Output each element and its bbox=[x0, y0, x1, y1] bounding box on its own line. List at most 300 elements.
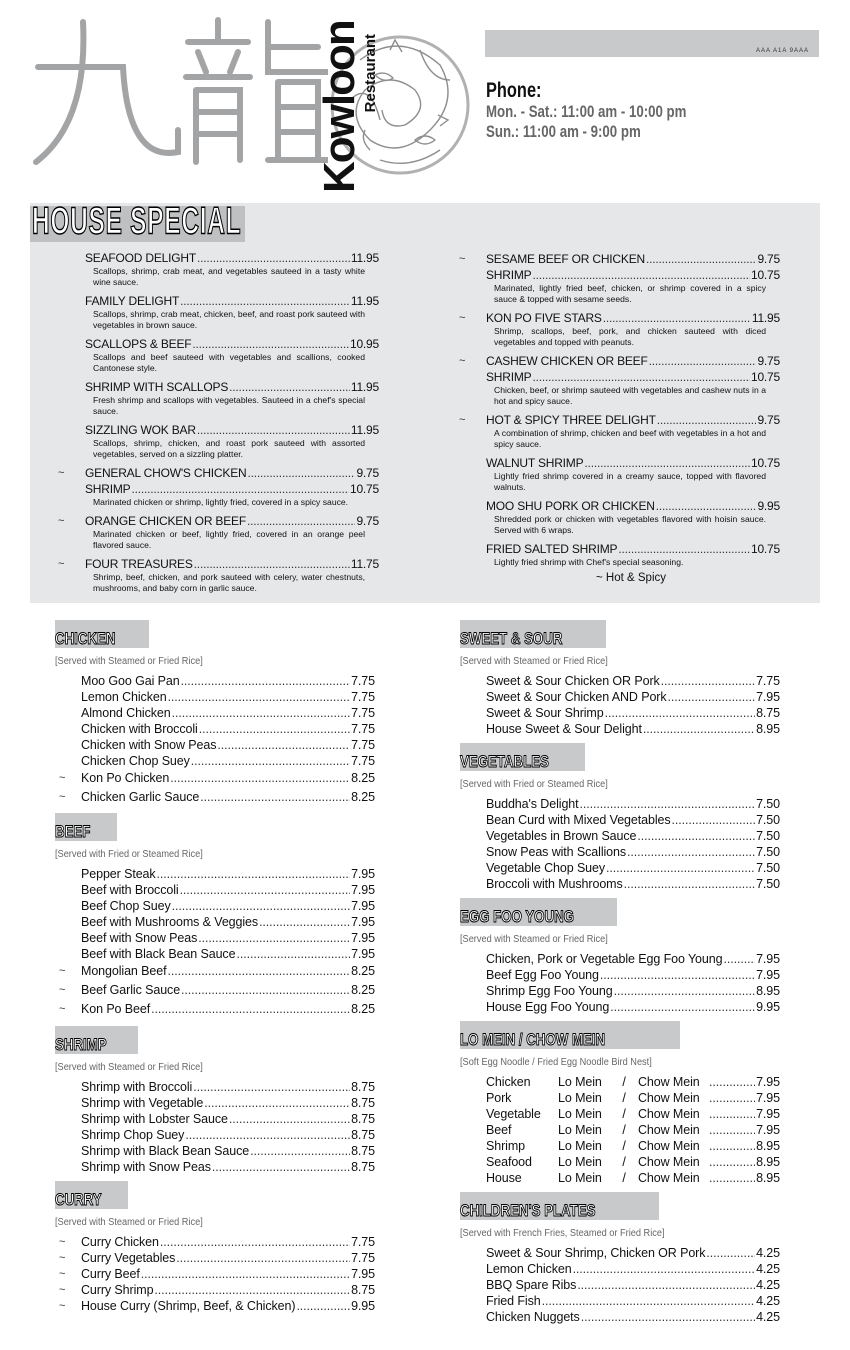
dot-leader bbox=[176, 1250, 350, 1266]
hot-spicy-icon: ~ bbox=[59, 1300, 66, 1312]
section-header bbox=[55, 1181, 128, 1209]
item-noodle-type: Chow Mein bbox=[638, 1091, 700, 1105]
menu-item bbox=[55, 898, 375, 914]
item-name: Chicken with Broccoli bbox=[81, 722, 198, 736]
menu-item bbox=[55, 1159, 375, 1175]
item-price: 9.75 bbox=[356, 466, 379, 480]
dot-leader bbox=[197, 422, 350, 438]
menu-item bbox=[460, 1138, 780, 1154]
dot-leader bbox=[172, 898, 350, 914]
item-price: 7.95 bbox=[756, 1091, 780, 1105]
item-separator: / bbox=[622, 1091, 626, 1105]
dot-leader bbox=[180, 882, 351, 898]
hot-spicy-icon: ~ bbox=[459, 355, 466, 367]
menu-item-line bbox=[85, 556, 379, 572]
dot-leader bbox=[624, 876, 755, 892]
item-name: Chicken bbox=[486, 1075, 531, 1089]
item-name: Shrimp with Snow Peas bbox=[81, 1160, 211, 1174]
item-description: Scallops, shrimp, crab meat, chicken, beef, and roast pork sauteed with vegetables in brown sauce. bbox=[93, 309, 365, 330]
dot-leader bbox=[197, 250, 350, 266]
section-header bbox=[460, 620, 606, 648]
menu-item bbox=[55, 705, 375, 721]
menu-item bbox=[55, 1266, 375, 1282]
house-special-item bbox=[58, 513, 379, 551]
dot-leader bbox=[151, 1000, 350, 1019]
item-description: Fresh shrimp and scallops with vegetables. Sauteed in a chef's special sauce. bbox=[93, 395, 365, 416]
item-noodle-type: Lo Mein bbox=[558, 1139, 602, 1153]
item-separator: / bbox=[622, 1139, 626, 1153]
dot-leader bbox=[656, 498, 757, 514]
item-name: Sweet & Sour Chicken OR Pork bbox=[486, 674, 660, 688]
item-noodle-type: Chow Mein bbox=[638, 1075, 700, 1089]
dot-leader bbox=[709, 1074, 755, 1090]
item-price: 7.50 bbox=[756, 829, 780, 843]
menu-item bbox=[460, 721, 780, 737]
house-special-item bbox=[486, 541, 780, 568]
menu-section-curry bbox=[55, 1181, 375, 1314]
item-description: Marinated, lightly fried beef, chicken, or shrimp covered in a spicy sauce & topped with sesame seeds. bbox=[494, 283, 766, 304]
item-separator: / bbox=[622, 1075, 626, 1089]
hot-spicy-icon: ~ bbox=[459, 253, 466, 265]
item-separator: / bbox=[622, 1123, 626, 1137]
item-name: Curry Shrimp bbox=[81, 1283, 154, 1297]
menu-item bbox=[55, 1250, 375, 1266]
item-name: Vegetables in Brown Sauce bbox=[486, 829, 637, 843]
item-name: Beef bbox=[486, 1123, 512, 1137]
item-name: CASHEW CHICKEN OR BEEF bbox=[486, 354, 648, 368]
item-noodle-type: Lo Mein bbox=[558, 1155, 602, 1169]
item-name: SCALLOPS & BEEF bbox=[85, 337, 192, 351]
menu-item bbox=[460, 1122, 780, 1138]
item-noodle-type: Chow Mein bbox=[638, 1155, 700, 1169]
item-description: Lightly fried shrimp with Chef's special seasoning. bbox=[494, 557, 684, 567]
logo-subtitle: Restaurant bbox=[362, 34, 379, 113]
dot-leader bbox=[141, 1266, 350, 1282]
item-name: Almond Chicken bbox=[81, 706, 171, 720]
dot-leader bbox=[618, 541, 750, 557]
menu-section-vegetables bbox=[460, 743, 780, 892]
item-name: Vegetable bbox=[486, 1107, 541, 1121]
menu-item bbox=[460, 828, 780, 844]
dot-leader bbox=[247, 465, 355, 481]
menu-section-egg-foo-young bbox=[460, 898, 780, 1015]
item-name: GENERAL CHOW'S CHICKEN bbox=[85, 466, 247, 480]
section-title: SWEET & SOUR bbox=[460, 629, 563, 648]
dot-leader bbox=[170, 769, 350, 788]
item-name: SHRIMP bbox=[85, 482, 131, 496]
item-name: Beef with Snow Peas bbox=[81, 931, 198, 945]
menu-item bbox=[460, 1261, 780, 1277]
menu-item-line bbox=[486, 251, 780, 267]
item-description: Shrimp, scallops, beef, pork, and chicken sauteed with diced vegetables and topped with peanuts. bbox=[494, 326, 766, 347]
house-special-item bbox=[486, 498, 780, 536]
item-separator: / bbox=[622, 1155, 626, 1169]
item-name: Sweet & Sour Shrimp, Chicken OR Pork bbox=[486, 1246, 706, 1260]
item-name: Kon Po Chicken bbox=[81, 771, 170, 785]
item-name: Shrimp bbox=[486, 1139, 525, 1153]
menu-item bbox=[55, 721, 375, 737]
menu-item-line bbox=[486, 369, 780, 385]
menu-item bbox=[460, 705, 780, 721]
item-price: 8.75 bbox=[351, 1096, 375, 1110]
dot-leader bbox=[637, 828, 755, 844]
dot-leader bbox=[131, 481, 348, 497]
section-header bbox=[460, 1021, 680, 1049]
menu-item bbox=[460, 983, 780, 999]
dot-leader bbox=[185, 1127, 350, 1143]
dot-leader bbox=[577, 1277, 755, 1293]
item-name: Lemon Chicken bbox=[81, 690, 167, 704]
section-header bbox=[460, 1192, 659, 1220]
item-price: 7.95 bbox=[351, 867, 375, 881]
menu-item bbox=[55, 981, 375, 1000]
item-description: Marinated chicken or beef, lightly fried, covered in an orange peel flavored sauce. bbox=[93, 529, 365, 550]
hot-spicy-icon: ~ bbox=[59, 965, 66, 977]
item-noodle-type: Lo Mein bbox=[558, 1123, 602, 1137]
item-name: SHRIMP WITH SCALLOPS bbox=[85, 380, 229, 394]
dot-leader bbox=[709, 1154, 755, 1170]
dot-leader bbox=[172, 705, 350, 721]
menu-item bbox=[55, 946, 375, 962]
menu-item bbox=[460, 999, 780, 1015]
menu-item bbox=[460, 1106, 780, 1122]
menu-item bbox=[460, 1154, 780, 1170]
item-price: 7.75 bbox=[351, 1235, 375, 1249]
menu-item bbox=[55, 788, 375, 807]
item-name: Pepper Steak bbox=[81, 867, 156, 881]
item-name: Snow Peas with Scallions bbox=[486, 845, 627, 859]
item-name: Pork bbox=[486, 1091, 512, 1105]
item-price: 8.25 bbox=[351, 1002, 375, 1016]
item-price: 8.25 bbox=[351, 771, 375, 785]
item-name: Beef Egg Foo Young bbox=[486, 968, 599, 982]
dot-leader bbox=[296, 1298, 350, 1314]
item-price: 8.75 bbox=[351, 1160, 375, 1174]
contact-bar bbox=[485, 30, 819, 57]
item-name: Beef with Mushrooms & Veggies bbox=[81, 915, 259, 929]
hours-sunday: Sun.: 11:00 am - 9:00 pm bbox=[486, 122, 641, 141]
section-title: CHILDREN'S PLATES bbox=[460, 1201, 596, 1220]
hot-spicy-icon: ~ bbox=[59, 1268, 66, 1280]
item-description: Scallops and beef sauteed with vegetables and scallions, cooked Cantonese style. bbox=[93, 352, 365, 373]
item-noodle-type: Chow Mein bbox=[638, 1123, 700, 1137]
section-note: [Soft Egg Noodle / Fried Egg Noodle Bird Nest] bbox=[460, 1057, 652, 1068]
item-name: Shrimp Chop Suey bbox=[81, 1128, 185, 1142]
menu-item bbox=[460, 689, 780, 705]
item-name: Shrimp Egg Foo Young bbox=[486, 984, 613, 998]
hot-spicy-icon: ~ bbox=[459, 312, 466, 324]
menu-item bbox=[55, 1298, 375, 1314]
item-price: 7.95 bbox=[756, 1107, 780, 1121]
dot-leader bbox=[204, 1095, 350, 1111]
dot-leader bbox=[160, 1234, 350, 1250]
item-name: SEAFOOD DELIGHT bbox=[85, 251, 197, 265]
item-price: 11.95 bbox=[350, 380, 379, 394]
menu-item bbox=[55, 673, 375, 689]
item-price: 4.25 bbox=[756, 1278, 780, 1292]
item-price: 7.50 bbox=[756, 845, 780, 859]
menu-item bbox=[55, 1095, 375, 1111]
section-title: LO MEIN / CHOW MEIN bbox=[460, 1030, 606, 1049]
item-separator: / bbox=[622, 1171, 626, 1185]
section-header bbox=[55, 620, 149, 648]
item-name: House Curry (Shrimp, Beef, & Chicken) bbox=[81, 1299, 296, 1313]
item-noodle-type: Lo Mein bbox=[558, 1171, 602, 1185]
item-name: Shrimp with Broccoli bbox=[81, 1080, 193, 1094]
menu-item bbox=[55, 1127, 375, 1143]
item-name: Curry Beef bbox=[81, 1267, 140, 1281]
house-special-item bbox=[85, 336, 379, 374]
house-special-right-column bbox=[459, 251, 780, 573]
item-price: 7.95 bbox=[756, 952, 780, 966]
menu-section-chicken bbox=[55, 620, 375, 807]
item-name: Chicken, Pork or Vegetable Egg Foo Young bbox=[486, 952, 723, 966]
item-price: 8.95 bbox=[756, 1171, 780, 1185]
item-name: Fried Fish bbox=[486, 1294, 541, 1308]
item-price: 11.95 bbox=[350, 294, 379, 308]
menu-item-line bbox=[486, 353, 780, 369]
dot-leader bbox=[198, 930, 350, 946]
item-price: 7.95 bbox=[756, 1075, 780, 1089]
dot-leader bbox=[236, 946, 350, 962]
item-description: Shrimp, beef, chicken, and pork sauteed with celery, water chestnuts, mushrooms, and baby corn in garlic sauce. bbox=[93, 572, 365, 593]
item-price: 10.75 bbox=[750, 268, 780, 282]
section-header bbox=[55, 1026, 138, 1054]
hot-spicy-icon: ~ bbox=[59, 1003, 66, 1015]
item-price: 9.95 bbox=[756, 1000, 780, 1014]
item-name: SHRIMP bbox=[486, 370, 532, 384]
phone-and-hours bbox=[486, 80, 686, 142]
hot-spicy-legend-label: Hot & Spicy bbox=[605, 572, 666, 584]
house-special-item bbox=[58, 556, 379, 594]
section-note: [Served with French Fries, Steamed or Fried Rice] bbox=[460, 1228, 665, 1239]
dot-leader bbox=[542, 1293, 755, 1309]
item-name: FOUR TREASURES bbox=[85, 557, 193, 571]
dot-leader bbox=[709, 1090, 755, 1106]
menu-item bbox=[55, 1000, 375, 1019]
dot-leader bbox=[199, 721, 350, 737]
menu-item bbox=[460, 951, 780, 967]
item-description: Shredded pork or chicken with vegetables flavored with hoisin sauce. Served with 6 wraps. bbox=[494, 514, 766, 535]
section-note: [Served with Steamed or Fried Rice] bbox=[460, 934, 608, 945]
item-name: Sweet & Sour Chicken AND Pork bbox=[486, 690, 667, 704]
item-price: 7.95 bbox=[351, 947, 375, 961]
item-price: 9.95 bbox=[351, 1299, 375, 1313]
house-special-item bbox=[459, 310, 780, 348]
menu-item-line bbox=[85, 293, 379, 309]
item-name: FAMILY DELIGHT bbox=[85, 294, 180, 308]
dot-leader bbox=[247, 513, 355, 529]
item-name: Mongolian Beef bbox=[81, 964, 167, 978]
menu-item bbox=[55, 1079, 375, 1095]
dot-leader bbox=[610, 999, 755, 1015]
item-price: 7.75 bbox=[351, 738, 375, 752]
hours-weekday: Mon. - Sat.: 11:00 am - 10:00 pm bbox=[486, 102, 687, 121]
menu-item-line bbox=[486, 412, 780, 428]
item-price: 8.75 bbox=[351, 1283, 375, 1297]
menu-item-line bbox=[85, 336, 379, 352]
menu-item bbox=[55, 930, 375, 946]
item-price: 8.95 bbox=[756, 984, 780, 998]
item-price: 11.75 bbox=[350, 557, 379, 571]
menu-item bbox=[460, 673, 780, 689]
house-special-item bbox=[85, 422, 379, 460]
item-name: Buddha's Delight bbox=[486, 797, 579, 811]
item-price: 8.75 bbox=[351, 1144, 375, 1158]
item-noodle-type: Lo Mein bbox=[558, 1091, 602, 1105]
dot-leader bbox=[709, 1122, 755, 1138]
house-special-item bbox=[459, 412, 780, 450]
item-name: Curry Vegetables bbox=[81, 1251, 176, 1265]
item-price: 7.50 bbox=[756, 797, 780, 811]
dot-leader bbox=[649, 353, 757, 369]
item-price: 8.25 bbox=[351, 983, 375, 997]
item-name: Chicken Nuggets bbox=[486, 1310, 580, 1324]
dot-leader bbox=[194, 556, 350, 572]
hot-spicy-icon: ~ bbox=[58, 515, 65, 527]
section-header bbox=[460, 743, 585, 771]
dot-leader bbox=[706, 1245, 755, 1261]
item-description: A combination of shrimp, chicken and beef with vegetables in a hot and spicy sauce. bbox=[494, 428, 766, 449]
menu-item bbox=[55, 1234, 375, 1250]
menu-section-children-s-plates bbox=[460, 1192, 780, 1325]
dot-leader bbox=[217, 737, 350, 753]
house-special-item bbox=[459, 353, 780, 407]
menu-item bbox=[460, 1245, 780, 1261]
menu-item bbox=[55, 882, 375, 898]
item-price: 8.75 bbox=[351, 1080, 375, 1094]
dot-leader bbox=[709, 1106, 755, 1122]
house-special-item bbox=[85, 293, 379, 331]
dot-leader bbox=[229, 379, 350, 395]
dot-leader bbox=[250, 1143, 350, 1159]
item-price: 7.50 bbox=[756, 861, 780, 875]
hot-spicy-icon: ~ bbox=[59, 1236, 66, 1248]
item-name: Chicken with Snow Peas bbox=[81, 738, 217, 752]
item-price: 7.75 bbox=[756, 674, 780, 688]
item-name: Vegetable Chop Suey bbox=[486, 861, 606, 875]
item-name: Beef Garlic Sauce bbox=[81, 983, 181, 997]
item-price: 9.95 bbox=[757, 499, 780, 513]
dot-leader bbox=[181, 981, 350, 1000]
dot-leader bbox=[723, 951, 755, 967]
item-price: 7.75 bbox=[351, 1251, 375, 1265]
item-price: 7.95 bbox=[351, 1267, 375, 1281]
dot-leader bbox=[581, 1309, 755, 1325]
item-price: 4.25 bbox=[756, 1294, 780, 1308]
item-description: Lightly fried shrimp covered in a creamy sauce, topped with flavored walnuts. bbox=[494, 471, 766, 492]
item-price: 10.75 bbox=[349, 482, 379, 496]
item-name: SHRIMP bbox=[486, 268, 532, 282]
logo-chinese-characters bbox=[28, 12, 328, 167]
item-name: Beef Chop Suey bbox=[81, 899, 171, 913]
item-price: 7.95 bbox=[351, 931, 375, 945]
item-description: Chicken, beef, or shrimp sauteed with vegetables and cashew nuts in a hot and spicy sauce. bbox=[494, 385, 766, 406]
item-name: Kon Po Beef bbox=[81, 1002, 151, 1016]
menu-item bbox=[55, 866, 375, 882]
menu-section-shrimp bbox=[55, 1026, 375, 1175]
hot-spicy-icon: ~ bbox=[59, 984, 66, 996]
menu-item bbox=[460, 812, 780, 828]
phone-label: Phone: bbox=[486, 79, 542, 102]
item-name: Chicken Garlic Sauce bbox=[81, 790, 200, 804]
menu-section-lo-mein-chow-mein bbox=[460, 1021, 780, 1186]
section-header bbox=[460, 898, 617, 926]
item-price: 7.75 bbox=[351, 690, 375, 704]
item-price: 7.50 bbox=[756, 877, 780, 891]
menu-section-sweet-sour bbox=[460, 620, 780, 737]
item-name: Chicken Chop Suey bbox=[81, 754, 190, 768]
menu-item-line bbox=[486, 455, 780, 471]
dot-leader bbox=[603, 310, 751, 326]
menu-item bbox=[460, 1277, 780, 1293]
item-name: Bean Curd with Mixed Vegetables bbox=[486, 813, 671, 827]
dot-leader bbox=[661, 673, 755, 689]
menu-item bbox=[55, 962, 375, 981]
menu-item-line bbox=[85, 379, 379, 395]
dot-leader bbox=[580, 796, 756, 812]
dot-leader bbox=[191, 753, 350, 769]
section-note: [Served with Fried or Steamed Rice] bbox=[55, 849, 203, 860]
dot-leader bbox=[157, 866, 351, 882]
dot-leader bbox=[657, 412, 757, 428]
item-name: ORANGE CHICKEN OR BEEF bbox=[85, 514, 246, 528]
dot-leader bbox=[229, 1111, 350, 1127]
item-price: 9.75 bbox=[757, 354, 780, 368]
section-title: VEGETABLES bbox=[460, 752, 549, 771]
menu-item bbox=[460, 1170, 780, 1186]
item-noodle-type: Lo Mein bbox=[558, 1107, 602, 1121]
hot-spicy-icon: ~ bbox=[459, 414, 466, 426]
logo-wordmark bbox=[315, 21, 382, 193]
item-noodle-type: Lo Mein bbox=[558, 1075, 602, 1089]
item-price: 7.75 bbox=[351, 706, 375, 720]
hot-spicy-icon: ~ bbox=[59, 772, 66, 784]
item-price: 8.95 bbox=[756, 1155, 780, 1169]
menu-item bbox=[55, 1143, 375, 1159]
item-price: 7.50 bbox=[756, 813, 780, 827]
item-name: Shrimp with Black Bean Sauce bbox=[81, 1144, 250, 1158]
menu-item bbox=[460, 1090, 780, 1106]
dot-leader bbox=[709, 1170, 755, 1186]
dot-leader bbox=[168, 689, 351, 705]
item-price: 4.25 bbox=[756, 1262, 780, 1276]
menu-item bbox=[55, 1111, 375, 1127]
item-price: 7.95 bbox=[351, 915, 375, 929]
section-title: EGG FOO YOUNG bbox=[460, 907, 574, 926]
item-price: 9.75 bbox=[757, 413, 780, 427]
dot-leader bbox=[605, 705, 755, 721]
dot-leader bbox=[181, 673, 351, 689]
section-note: [Served with Steamed or Fried Rice] bbox=[55, 1062, 203, 1073]
menu-item-line bbox=[85, 250, 379, 266]
menu-item bbox=[55, 689, 375, 705]
item-noodle-type: Chow Mein bbox=[638, 1171, 700, 1185]
menu-item bbox=[55, 753, 375, 769]
item-price: 7.95 bbox=[351, 883, 375, 897]
item-name: Lemon Chicken bbox=[486, 1262, 572, 1276]
item-name: Shrimp with Lobster Sauce bbox=[81, 1112, 228, 1126]
dot-leader bbox=[192, 336, 349, 352]
dot-leader bbox=[212, 1159, 350, 1175]
item-price: 8.75 bbox=[756, 706, 780, 720]
item-price: 11.95 bbox=[350, 251, 379, 265]
item-price: 4.25 bbox=[756, 1310, 780, 1324]
item-name: Beef with Black Bean Sauce bbox=[81, 947, 236, 961]
menu-section-beef bbox=[55, 813, 375, 1019]
menu-item bbox=[460, 1074, 780, 1090]
section-title: BEEF bbox=[55, 822, 91, 841]
